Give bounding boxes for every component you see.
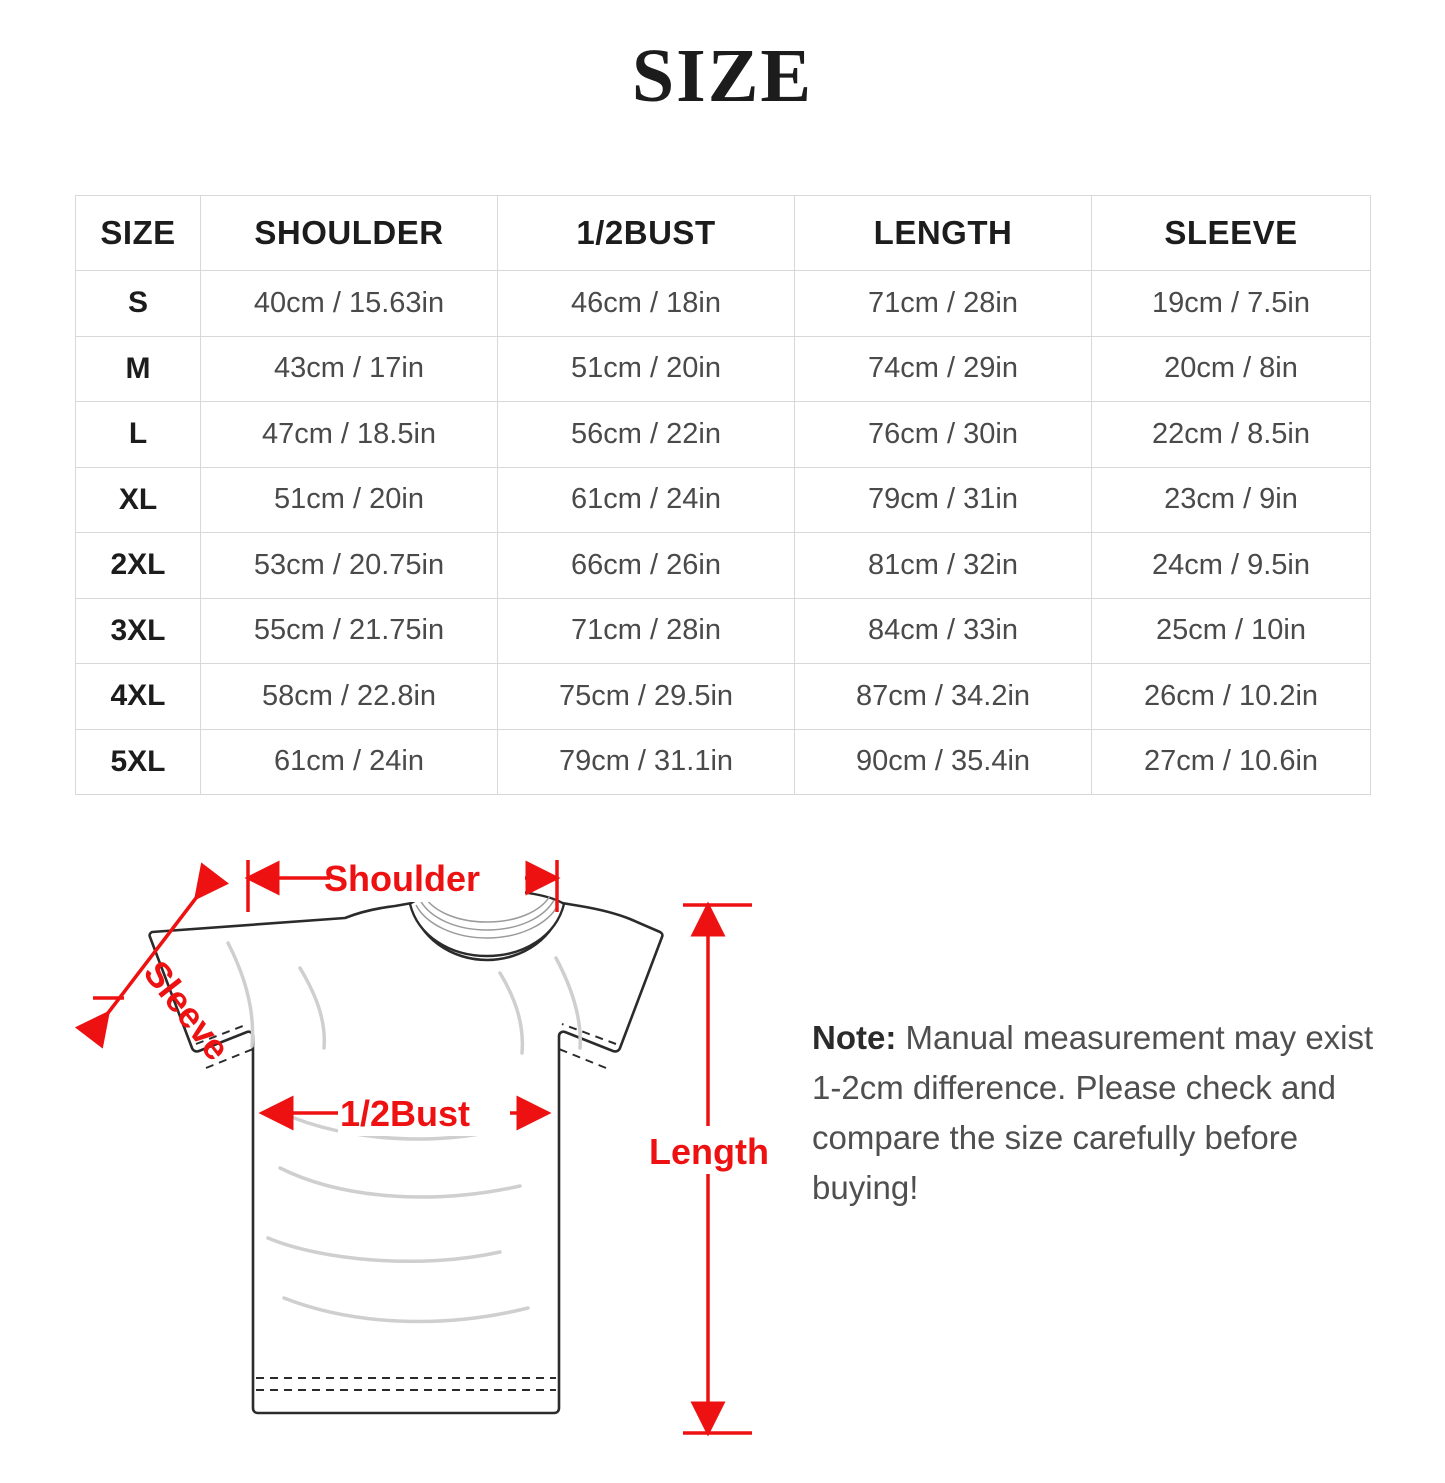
cell-bust: 56cm / 22in [498,402,795,468]
table-row [76,729,1371,795]
cell-size: 4XL [76,664,201,730]
cell-shoulder: 58cm / 22.8in [201,664,498,730]
cell-bust: 71cm / 28in [498,598,795,664]
cell-shoulder: 51cm / 20in [201,467,498,533]
note-label: Note: [812,1019,897,1056]
cell-size: 5XL [76,729,201,795]
cell-size: L [76,402,201,468]
table-row [76,664,1371,730]
page-title: SIZE [631,34,814,118]
table-row [76,402,1371,468]
table-row [76,336,1371,402]
cell-size: 2XL [76,533,201,599]
cell-bust: 46cm / 18in [498,271,795,337]
cell-length: 90cm / 35.4in [795,729,1092,795]
cell-size: S [76,271,201,337]
cell-shoulder: 61cm / 24in [201,729,498,795]
cell-sleeve: 24cm / 9.5in [1092,533,1371,599]
length-label: Length [649,1131,769,1172]
cell-length: 87cm / 34.2in [795,664,1092,730]
column-header-shoulder: SHOULDER [201,196,498,271]
cell-shoulder: 43cm / 17in [201,336,498,402]
table-row [76,467,1371,533]
size-chart-table [75,195,1370,795]
cell-bust: 51cm / 20in [498,336,795,402]
table-row [76,533,1371,599]
cell-sleeve: 19cm / 7.5in [1092,271,1371,337]
cell-shoulder: 55cm / 21.75in [201,598,498,664]
tshirt-illustration [150,890,663,1413]
column-header-length: LENGTH [795,196,1092,271]
column-header-bust: 1/2BUST [498,196,795,271]
column-header-sleeve: SLEEVE [1092,196,1371,271]
cell-sleeve: 23cm / 9in [1092,467,1371,533]
cell-sleeve: 20cm / 8in [1092,336,1371,402]
cell-size: 3XL [76,598,201,664]
cell-length: 71cm / 28in [795,271,1092,337]
cell-length: 74cm / 29in [795,336,1092,402]
shoulder-label: Shoulder [323,858,481,899]
table-row [76,598,1371,664]
cell-length: 76cm / 30in [795,402,1092,468]
cell-shoulder: 47cm / 18.5in [201,402,498,468]
measurement-note [812,1013,1382,1214]
cell-length: 79cm / 31in [795,467,1092,533]
cell-sleeve: 27cm / 10.6in [1092,729,1371,795]
cell-shoulder: 53cm / 20.75in [201,533,498,599]
cell-bust: 66cm / 26in [498,533,795,599]
cell-size: XL [76,467,201,533]
bust-label: 1/2Bust [339,1093,471,1134]
cell-shoulder: 40cm / 15.63in [201,271,498,337]
cell-bust: 75cm / 29.5in [498,664,795,730]
cell-size: M [76,336,201,402]
cell-bust: 79cm / 31.1in [498,729,795,795]
cell-sleeve: 26cm / 10.2in [1092,664,1371,730]
cell-sleeve: 25cm / 10in [1092,598,1371,664]
column-header-size: SIZE [76,196,201,271]
sleeve-label: Sleeve [135,952,239,1068]
cell-bust: 61cm / 24in [498,467,795,533]
note-text: Manual measurement may exist 1-2cm difference. Please check and compare the size carefully before buying! [812,1019,1374,1207]
cell-length: 81cm / 32in [795,533,1092,599]
cell-length: 84cm / 33in [795,598,1092,664]
table-row [76,271,1371,337]
cell-sleeve: 22cm / 8.5in [1092,402,1371,468]
table-header-row [76,196,1371,271]
